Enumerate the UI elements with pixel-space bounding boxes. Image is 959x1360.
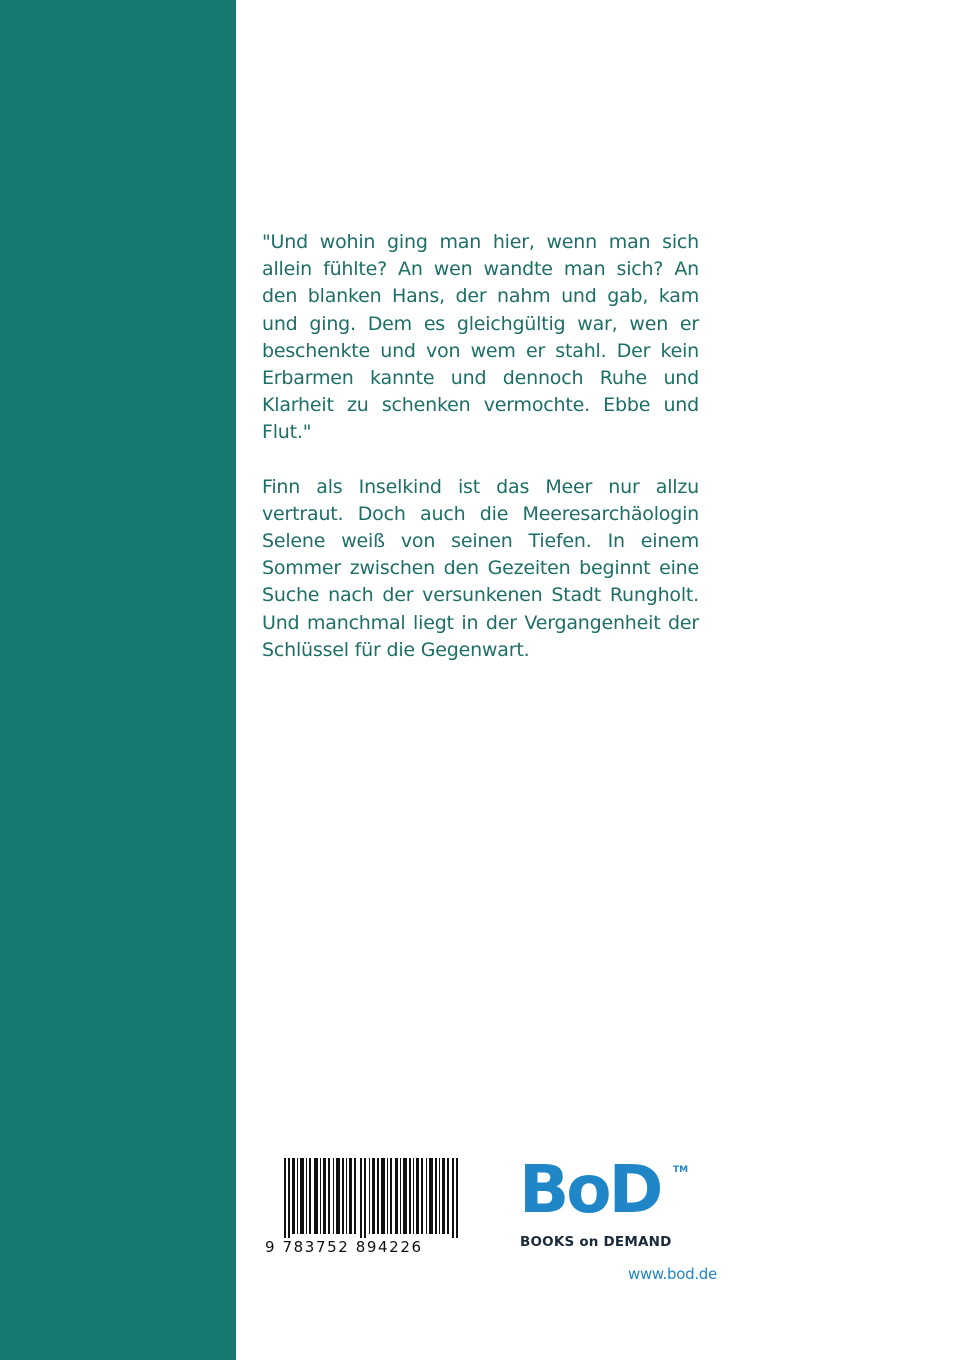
blurb-quote-paragraph: "Und wohin ging man hier, wenn man sich allein fühlte? An wen wandte man sich? An den blanken Hans, der nahm und gab, kam und ging. Dem es gleichgültig war, wen er beschenkte und von wem er stahl. Der kein Erbarmen kannte und dennoch Ruhe und Klarheit zu schenken vermochte. Ebbe und Flut." [262, 231, 699, 444]
isbn-number: 9 783752 894226 [265, 1238, 423, 1256]
bod-logo-mark: BoD [519, 1151, 661, 1228]
publisher-logo [519, 1151, 699, 1253]
barcode-bars [262, 1158, 468, 1238]
cover-color-band [0, 0, 236, 1360]
blurb-description-paragraph: Finn als Inselkind ist das Meer nur allzu vertraut. Doch auch die Meeresarchäologin Selene weiß von seinen Tiefen. In einem Sommer zwischen den Gezeiten beginnt eine Suche nach der versunkenen Stadt Rungholt. Und manchmal liegt in der Vergangenheit der Schlüssel für die Gegenwart. [262, 475, 699, 661]
trademark-symbol: TM [673, 1165, 689, 1175]
publisher-url: www.bod.de [628, 1265, 717, 1283]
publisher-name: BOOKS on DEMAND [520, 1234, 672, 1250]
back-cover-blurb [262, 229, 699, 664]
